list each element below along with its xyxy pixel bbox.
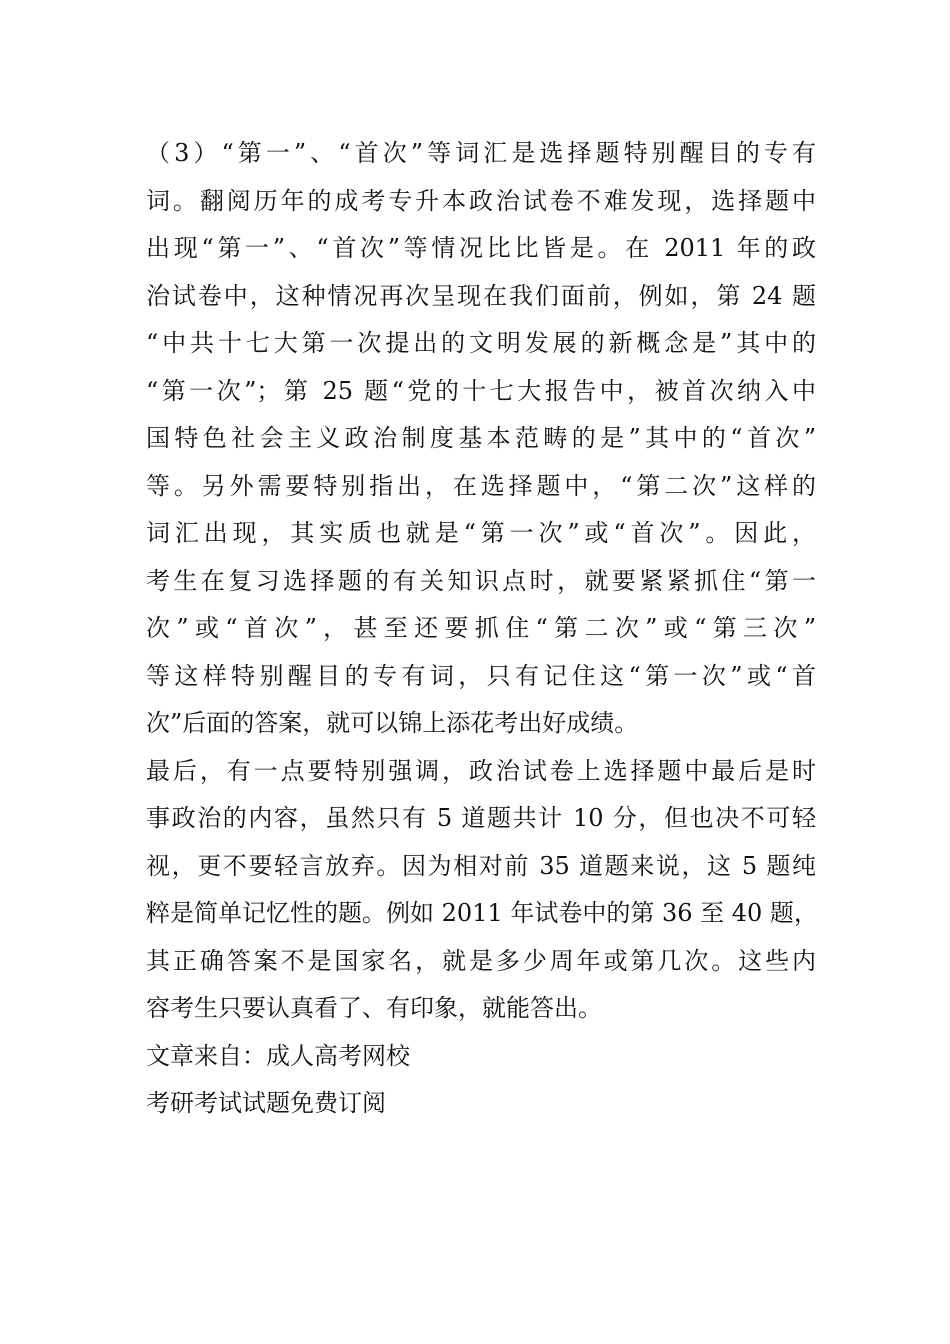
text-line: 最后，有一点要特别强调，政治试卷上选择题中最后是时 bbox=[146, 756, 816, 785]
text-line: “中共十七大第一次提出的文明发展的新概念是”其中的 bbox=[146, 329, 816, 357]
text-line: “第一次”；第 25 题“党的十七大报告中，被首次纳入中 bbox=[146, 376, 816, 405]
text-line: （3）“第一”、“首次”等词汇是选择题特别醒目的专有 bbox=[146, 139, 816, 167]
document-body bbox=[146, 130, 816, 1128]
text-line: 次”后面的答案，就可以锦上添花考出好成绩。 bbox=[146, 709, 639, 737]
text-line: 等。另外需要特别指出，在选择题中，“第二次”这样的 bbox=[146, 471, 816, 500]
text-line: 事政治的内容，虽然只有 5 道题共计 10 分，但也决不可轻 bbox=[146, 804, 816, 832]
text-line: 其正确答案不是国家名，就是多少周年或第几次。这些内 bbox=[146, 946, 816, 975]
text-line: 词汇出现，其实质也就是“第一次”或“首次”。因此， bbox=[146, 519, 816, 547]
subscribe-line: 考研考试试题免费订阅 bbox=[146, 1089, 386, 1117]
text-line: 考生在复习选择题的有关知识点时，就要紧紧抓住“第一 bbox=[146, 566, 816, 595]
text-line: 等这样特别醒目的专有词，只有记住这“第一次”或“首 bbox=[146, 661, 816, 690]
paragraph-point-3 bbox=[146, 130, 816, 748]
text-line: 国特色社会主义政治制度基本范畴的是”其中的“首次” bbox=[146, 424, 816, 452]
text-line: 次”或“首次”，甚至还要抓住“第二次”或“第三次” bbox=[146, 614, 816, 642]
text-line: 粹是简单记忆性的题。例如 2011 年试卷中的第 36 至 40 题， bbox=[146, 899, 818, 927]
text-line: 出现“第一”、“首次”等情况比比皆是。在 2011 年的政 bbox=[146, 234, 816, 262]
text-line: 词。翻阅历年的成考专升本政治试卷不难发现，选择题中 bbox=[146, 186, 816, 215]
source-line: 文章来自：成人高考网校 bbox=[146, 1041, 410, 1070]
text-line: 视，更不要轻言放弃。因为相对前 35 道题来说，这 5 题纯 bbox=[146, 851, 816, 880]
text-line: 容考生只要认真看了、有印象，就能答出。 bbox=[146, 994, 602, 1022]
text-line: 治试卷中，这种情况再次呈现在我们面前，例如，第 24 题 bbox=[146, 281, 816, 310]
paragraph-final-note bbox=[146, 748, 816, 1033]
